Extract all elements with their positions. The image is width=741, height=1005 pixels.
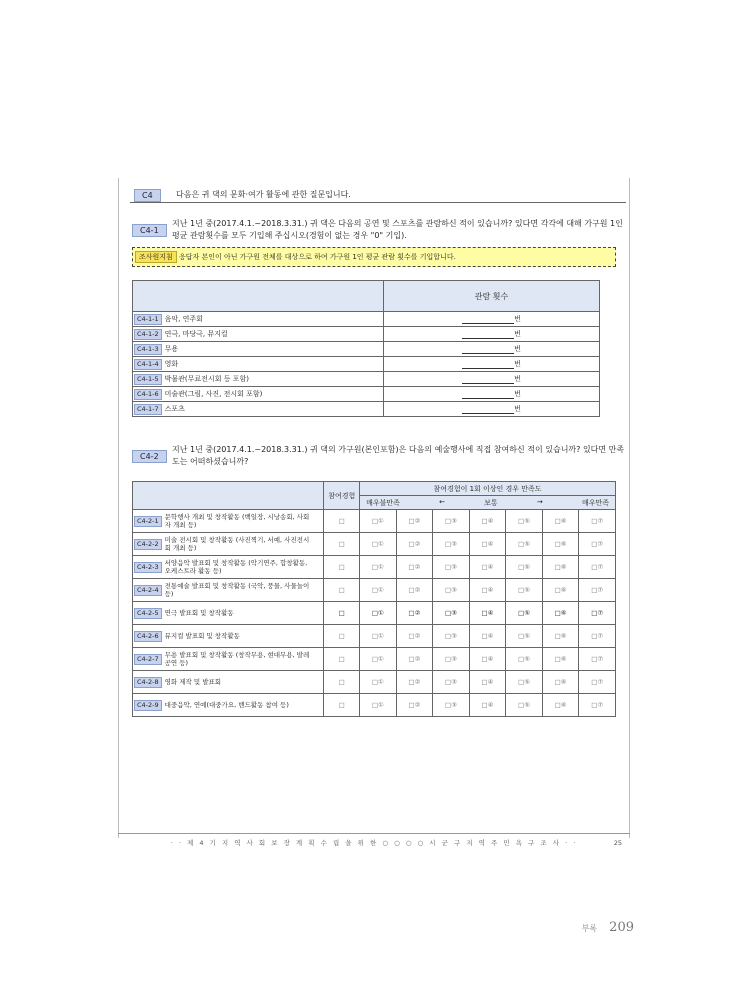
answer-checkbox[interactable]: □③ [433, 556, 470, 579]
row-label-cell [133, 556, 324, 579]
row-code: C4-2-7 [134, 654, 162, 665]
answer-checkbox[interactable]: □⑥ [542, 556, 579, 579]
row-label: 뮤지컬 발표회 및 창작활동 [164, 631, 240, 640]
row-label-cell [133, 372, 384, 387]
row-code: C4-1-7 [134, 404, 162, 415]
row-code: C4-1-1 [134, 314, 162, 325]
scale-arrow-left: ← [439, 497, 445, 506]
question-code: C4-1 [132, 224, 167, 237]
count-cell [384, 327, 600, 342]
answer-checkbox[interactable]: □⑦ [579, 625, 616, 648]
question-text: 지난 1년 중(2017.4.1.~2018.3.31.) 귀 댁의 가구원(본인포함)은 다음의 예술행사에 직접 참여하신 적이 있습니까? 있다면 만족도는 어떠하셨습니까? [172, 445, 625, 466]
answer-checkbox[interactable]: □⑥ [542, 579, 579, 602]
count-cell [384, 357, 600, 372]
table-row [133, 602, 616, 625]
page-footer [118, 833, 630, 847]
participation-table [132, 481, 616, 717]
answer-checkbox[interactable]: □⑦ [579, 533, 616, 556]
answer-checkbox[interactable]: □⑤ [506, 579, 543, 602]
answer-checkbox[interactable]: □⑤ [506, 533, 543, 556]
row-label-cell [133, 648, 324, 671]
row-label: 문학행사 개최 및 창작활동 (백일장, 시낭송회, 사회자 개최 등) [164, 513, 310, 529]
question-code: C4-2 [132, 450, 167, 463]
row-label: 연극, 마당극, 뮤지컬 [164, 329, 228, 338]
count-input-line[interactable] [462, 329, 514, 339]
answer-checkbox[interactable]: □② [396, 625, 433, 648]
row-label-cell [133, 625, 324, 648]
count-cell [384, 342, 600, 357]
section-title: 다음은 귀 댁의 문화·여가 활동에 관한 질문입니다. [176, 190, 351, 199]
row-label-cell [133, 312, 384, 327]
answer-checkbox[interactable]: □④ [469, 625, 506, 648]
answer-checkbox[interactable]: □⑥ [542, 694, 579, 717]
answer-checkbox[interactable]: □ [324, 556, 360, 579]
answer-checkbox[interactable]: □ [324, 648, 360, 671]
answer-checkbox[interactable]: □② [396, 694, 433, 717]
answer-checkbox[interactable]: □② [396, 671, 433, 694]
answer-checkbox[interactable]: □③ [433, 602, 470, 625]
answer-checkbox[interactable]: □ [324, 625, 360, 648]
answer-checkbox[interactable]: □④ [469, 533, 506, 556]
answer-checkbox[interactable]: □④ [469, 648, 506, 671]
viewing-count-table [132, 280, 600, 417]
table-row [133, 312, 600, 327]
answer-checkbox[interactable]: □① [360, 625, 397, 648]
answer-checkbox[interactable]: □③ [433, 533, 470, 556]
table-row [133, 387, 600, 402]
table-row [133, 625, 616, 648]
answer-checkbox[interactable]: □ [324, 671, 360, 694]
count-input-line[interactable] [462, 314, 514, 324]
appendix-label: 부록 [581, 924, 598, 933]
answer-checkbox[interactable]: □⑤ [506, 625, 543, 648]
row-label-cell [133, 402, 384, 417]
count-unit: 번 [514, 390, 521, 398]
row-code: C4-2-4 [134, 585, 162, 596]
footer-page-number: 25 [613, 839, 622, 847]
row-label: 무용 발표회 및 창작활동 (창작무용, 현대무용, 발레공연 등) [164, 651, 310, 667]
row-code: C4-2-3 [134, 562, 162, 573]
table-corner [133, 281, 384, 312]
row-code: C4-2-2 [134, 539, 162, 550]
count-input-line[interactable] [462, 359, 514, 369]
row-label-cell [133, 694, 324, 717]
answer-checkbox[interactable]: □③ [433, 648, 470, 671]
table-row [133, 372, 600, 387]
table-row [133, 533, 616, 556]
row-label-cell [133, 510, 324, 533]
row-label: 스포츠 [164, 404, 185, 413]
table-row [133, 402, 600, 417]
row-label: 박물관(무료전시회 등 포함) [164, 374, 249, 383]
scale-arrow-right: → [536, 497, 543, 506]
answer-checkbox[interactable]: □⑥ [542, 625, 579, 648]
page-border-left [118, 178, 119, 838]
answer-checkbox[interactable]: □ [324, 602, 360, 625]
answer-checkbox[interactable]: □④ [469, 510, 506, 533]
instruction-note [132, 247, 616, 267]
scale-right: 매우만족 [581, 498, 609, 507]
answer-checkbox[interactable]: □② [396, 648, 433, 671]
answer-checkbox[interactable]: □⑥ [542, 671, 579, 694]
count-input-line[interactable] [462, 374, 514, 384]
row-label-cell [133, 342, 384, 357]
page-border-right [629, 178, 630, 838]
row-label: 영화 [164, 359, 179, 368]
row-label: 미술 전시회 및 창작활동 (사진찍기, 서예, 사진전시회 개최 등) [164, 536, 310, 552]
answer-checkbox[interactable]: □③ [433, 579, 470, 602]
table-row [133, 671, 616, 694]
table-corner [133, 482, 324, 510]
row-label: 무용 [164, 344, 179, 353]
row-code: C4-1-6 [134, 389, 162, 400]
answer-checkbox[interactable]: □④ [469, 602, 506, 625]
table-row [133, 579, 616, 602]
row-label-cell [133, 357, 384, 372]
answer-checkbox[interactable]: □① [360, 533, 397, 556]
row-code: C4-2-5 [134, 608, 162, 619]
answer-checkbox[interactable]: □① [360, 556, 397, 579]
answer-checkbox[interactable]: □⑤ [506, 510, 543, 533]
count-input-line[interactable] [462, 389, 514, 399]
row-label: 서양음악 발표회 및 창작활동 (악기연주, 합창활동, 오케스트라 활동 등) [164, 559, 308, 575]
answer-checkbox[interactable]: □⑤ [506, 556, 543, 579]
count-cell [384, 312, 600, 327]
table-row [133, 648, 616, 671]
row-label: 연극 발표회 및 창작활동 [164, 608, 234, 617]
answer-checkbox[interactable]: □② [396, 533, 433, 556]
table-row [133, 342, 600, 357]
row-code: C4-1-4 [134, 359, 162, 370]
satisfaction-scale [360, 496, 616, 510]
row-label: 대중음악, 연예(대중가요, 밴드활동 참여 등) [164, 700, 289, 709]
answer-checkbox[interactable]: □③ [433, 510, 470, 533]
footer-text: · · 제 4 기 지 역 사 회 보 장 계 획 수 립 을 위 한 ○ ○ ○ ○ 시 군 구 지 역 주 민 욕 구 조 사 · · [170, 839, 578, 847]
count-unit: 번 [514, 315, 521, 323]
scale-mid: 보통 [484, 498, 498, 507]
answer-checkbox[interactable]: □⑦ [579, 694, 616, 717]
answer-checkbox[interactable]: □⑦ [579, 556, 616, 579]
table-row [133, 327, 600, 342]
answer-checkbox[interactable]: □④ [469, 671, 506, 694]
row-code: C4-1-3 [134, 344, 162, 355]
answer-checkbox[interactable]: □④ [469, 579, 506, 602]
answer-checkbox[interactable]: □⑦ [579, 671, 616, 694]
row-code: C4-2-1 [134, 516, 162, 527]
answer-checkbox[interactable]: □④ [469, 556, 506, 579]
answer-checkbox[interactable]: □⑥ [542, 510, 579, 533]
row-label-cell [133, 602, 324, 625]
row-label-cell [133, 579, 324, 602]
answer-checkbox[interactable]: □ [324, 579, 360, 602]
row-label-cell [133, 327, 384, 342]
answer-checkbox[interactable]: □ [324, 510, 360, 533]
survey-page [118, 178, 630, 848]
answer-checkbox[interactable]: □② [396, 579, 433, 602]
answer-checkbox[interactable]: □⑥ [542, 602, 579, 625]
answer-checkbox[interactable]: □① [360, 694, 397, 717]
count-unit: 번 [514, 405, 521, 413]
answer-checkbox[interactable]: □① [360, 671, 397, 694]
book-page-label [582, 920, 634, 935]
row-code: C4-2-9 [134, 700, 162, 711]
answer-checkbox[interactable]: □⑦ [579, 510, 616, 533]
count-unit: 번 [514, 345, 521, 353]
count-input-line[interactable] [462, 404, 514, 414]
answer-checkbox[interactable]: □② [396, 556, 433, 579]
count-unit: 번 [514, 360, 521, 368]
row-label: 음악, 연주회 [164, 314, 203, 323]
answer-checkbox[interactable]: □⑥ [542, 533, 579, 556]
row-label-cell [133, 387, 384, 402]
count-cell [384, 372, 600, 387]
answer-checkbox[interactable]: □④ [469, 694, 506, 717]
row-label: 영화 제작 및 발표회 [164, 677, 222, 686]
answer-checkbox[interactable]: □⑦ [579, 648, 616, 671]
row-code: C4-1-2 [134, 329, 162, 340]
answer-checkbox[interactable]: □⑤ [506, 602, 543, 625]
row-label-cell [133, 533, 324, 556]
note-text: 응답자 본인이 아닌 가구원 전체를 대상으로 하여 가구원 1인 평균 관람 횟수를 기입합니다. [179, 253, 456, 261]
scale-left: 매우불만족 [366, 498, 400, 507]
answer-checkbox[interactable]: □ [324, 533, 360, 556]
column-header-count: 관람 횟수 [384, 281, 600, 312]
section-header [130, 188, 626, 203]
column-header-satisfaction: 참여경험이 1회 이상인 경우 만족도 [360, 482, 616, 496]
count-cell [384, 402, 600, 417]
answer-checkbox[interactable]: □⑥ [542, 648, 579, 671]
answer-checkbox[interactable]: □① [360, 602, 397, 625]
count-cell [384, 387, 600, 402]
answer-checkbox[interactable]: □③ [433, 625, 470, 648]
row-label: 전통예술 발표회 및 창작활동 (국악, 풍물, 사물놀이 등) [164, 582, 310, 598]
column-header-participation: 참여경험 [324, 482, 360, 510]
answer-checkbox[interactable]: □① [360, 510, 397, 533]
question-text: 지난 1년 중(2017.4.1.~2018.3.31.) 귀 댁은 다음의 공연 및 스포츠를 관람하신 적이 있습니까? 있다면 각각에 대해 가구원 1인 평균 관람횟수를 모두 기입해 주십시오(경험이 없는 경우 "0" 기입). [172, 219, 623, 240]
answer-checkbox[interactable]: □① [360, 579, 397, 602]
answer-checkbox[interactable]: □ [324, 694, 360, 717]
table-row [133, 556, 616, 579]
table-row [133, 510, 616, 533]
table-row [133, 357, 600, 372]
row-code: C4-1-5 [134, 374, 162, 385]
answer-checkbox[interactable]: □⑤ [506, 671, 543, 694]
answer-checkbox[interactable]: □② [396, 510, 433, 533]
row-label-cell [133, 671, 324, 694]
row-code: C4-2-8 [134, 677, 162, 688]
count-input-line[interactable] [462, 344, 514, 354]
answer-checkbox[interactable]: □⑦ [579, 602, 616, 625]
answer-checkbox[interactable]: □⑦ [579, 579, 616, 602]
answer-checkbox[interactable]: □② [396, 602, 433, 625]
section-code: C4 [134, 189, 161, 202]
row-code: C4-2-6 [134, 631, 162, 642]
book-page-number: 209 [609, 920, 634, 935]
table-row [133, 694, 616, 717]
count-unit: 번 [514, 375, 521, 383]
answer-checkbox[interactable]: □③ [433, 671, 470, 694]
answer-checkbox[interactable]: □⑤ [506, 648, 543, 671]
answer-checkbox[interactable]: □⑤ [506, 694, 543, 717]
row-label: 미술관(그림, 사진, 전시회 포함) [164, 389, 263, 398]
count-unit: 번 [514, 330, 521, 338]
answer-checkbox[interactable]: □① [360, 648, 397, 671]
answer-checkbox[interactable]: □③ [433, 694, 470, 717]
note-tag: 조사원지침 [135, 251, 177, 263]
